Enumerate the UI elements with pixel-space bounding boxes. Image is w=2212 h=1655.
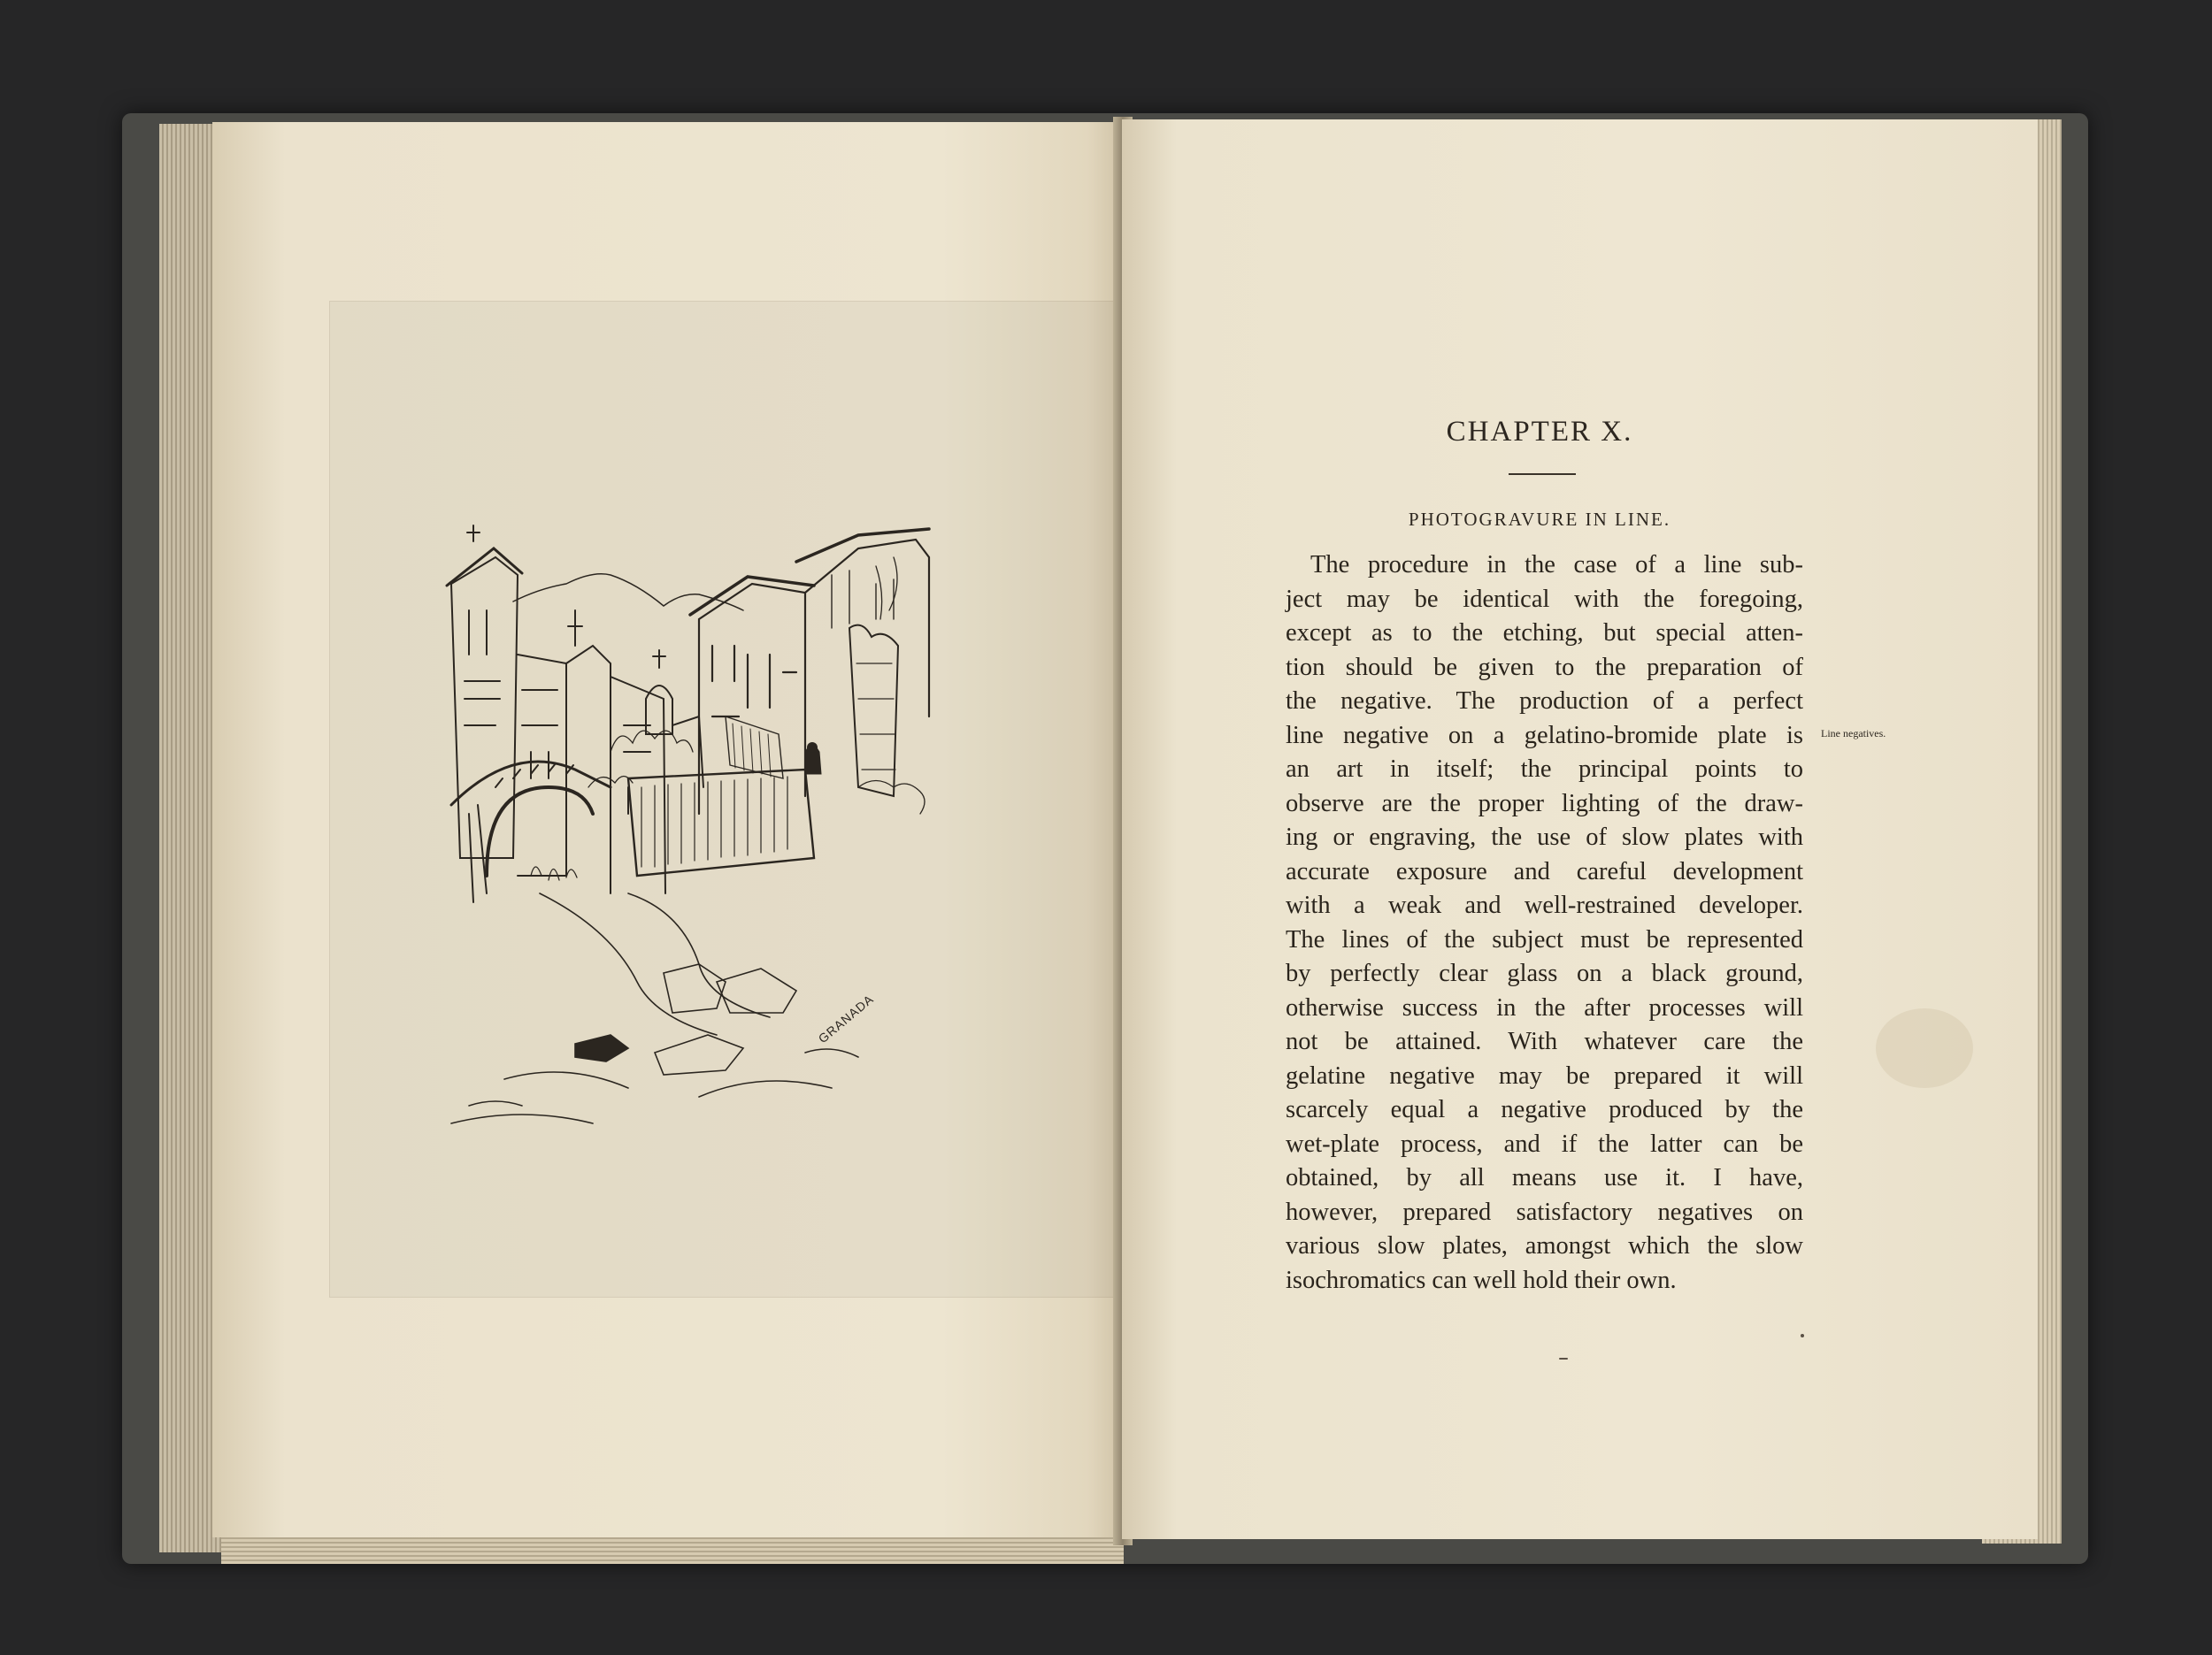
body-line: observe are the proper lighting of the draw- [1286,789,1803,817]
wall-and-figure [628,742,821,876]
body-text [1286,548,1803,1298]
body-line: The lines of the subject must be represented [1286,925,1803,954]
bridge [451,762,611,902]
title-divider [1509,473,1576,475]
body-line: accurate exposure and careful development [1286,857,1803,885]
margin-note: Line negatives. [1821,727,1886,739]
chapter-title: CHAPTER X. [1446,416,1633,448]
granada-illustration [434,522,956,1141]
paper-stain [1876,1008,1973,1088]
body-line: various slow plates, amongst which the slow [1286,1232,1803,1260]
body-line: tion should be given to the preparation of [1286,653,1803,681]
body-line: line negative on a gelatino-bromide plate is [1286,721,1803,749]
church [646,650,703,787]
body-line: however, prepared satisfactory negatives on [1286,1198,1803,1226]
riverbed [451,893,858,1123]
body-line: ject may be identical with the foregoing, [1286,585,1803,613]
ink-speck [1559,1358,1568,1360]
body-line: obtained, by all means use it. I have, [1286,1164,1803,1191]
body-line: with a weak and well-restrained developer. [1286,892,1803,919]
body-line: gelatine negative may be prepared it will [1286,1061,1803,1090]
mountains [513,574,743,610]
body-line: not be attained. With whatever care the [1286,1028,1803,1055]
body-line: by perfectly clear glass on a black ground, [1286,960,1803,987]
ink-speck [1801,1334,1804,1337]
body-line: except as to the etching, but special atten- [1286,619,1803,647]
body-line: the negative. The production of a perfect [1286,687,1803,715]
body-line: ing or engraving, the use of slow plates with [1286,824,1803,851]
body-line: The procedure in the case of a line sub- [1310,551,1803,578]
tower-ruin [849,557,898,796]
body-line: scarcely equal a negative produced by the [1286,1096,1803,1123]
illustration-caption: GRANADA [815,992,877,1046]
body-line: isochromatics can well hold their own. [1286,1266,1677,1294]
body-line: an art in itself; the principal points to [1286,755,1803,783]
body-line: wet-plate process, and if the latter can be [1286,1130,1803,1158]
section-title: PHOTOGRAVURE IN LINE. [1408,509,1671,530]
body-line: otherwise success in the after processes will [1286,993,1803,1022]
